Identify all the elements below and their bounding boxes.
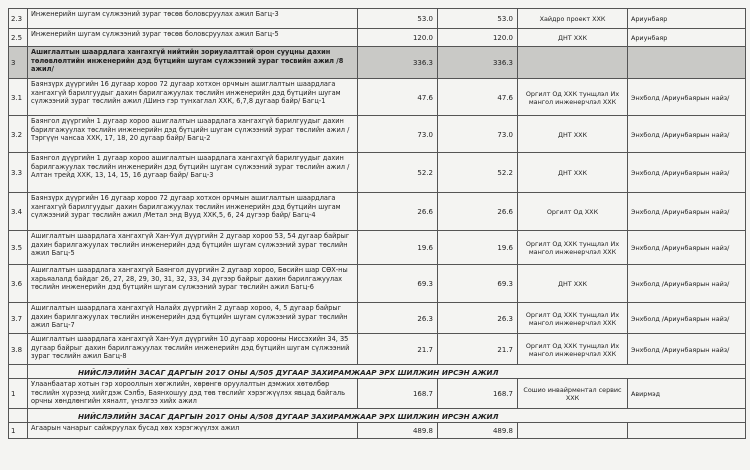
contractor-name: ДНТ ХХК (557, 169, 588, 177)
row-number-cell (8, 379, 28, 409)
work-name: Баянзүрх дүүргийн 16 дугаар хороо 72 дугаар хотхон орчмын ашиглалтын шаардлага хангахгүй барилгуудыг дахин барилгажуулах төслийн инженерийн дэд бүтцийн шугам сүлжээний зураг төслийн ажил /Метал энд Вууд ХХК,5, 6, 24 дүгээр байр/ Багц-4 (31, 194, 341, 220)
row-number-cell (8, 423, 28, 439)
amount-cell (358, 303, 438, 334)
responsible-name: Энхболд /Ариунбаярын найз/ (631, 169, 730, 177)
table-row (8, 378, 746, 409)
table-row (8, 78, 746, 116)
contractor-name: Сошио инвайрментал сервис ХХК (523, 386, 622, 402)
amount-value: 52.2 (417, 169, 433, 177)
table-row (8, 192, 746, 231)
work-name-cell (28, 153, 358, 193)
contractor-name: ДНТ ХХК (557, 130, 588, 139)
work-name-cell (28, 379, 358, 409)
row-number: 3.4 (11, 208, 23, 216)
responsible-cell (628, 9, 746, 29)
row-number: 3.3 (11, 169, 23, 177)
amount-cell (358, 47, 438, 79)
work-name-cell (28, 79, 358, 116)
responsible-name: Ариунбаяр (631, 34, 668, 42)
work-name: Ашиглалтын шаардлага хангахгүй нийтийн зориулалттай орон сууцны дахин төлөвлөлтийн инженерийн дэд бүтцийн шугам сүлжээний зураг төсвийн ажил /8 ажил/ (31, 48, 344, 74)
contractor-cell (518, 303, 628, 334)
amount-value: 489.8 (492, 427, 513, 435)
amount-value: 21.7 (497, 345, 513, 354)
amount-cell (438, 231, 518, 265)
amount-value: 26.6 (417, 208, 433, 216)
amount-value: 73.0 (417, 130, 433, 139)
contractor-cell (518, 29, 628, 47)
section-heading: НИЙСЛЭЛИЙН ЗАСАГ ДАРГЫН 2017 ОНЫ А/508 ДУГААР ЗАХИРАМЖААР ЭРХ ШИЛЖИН ИРСЭН АЖИЛ (28, 409, 746, 423)
table-row (8, 8, 746, 29)
amount-value: 168.7 (492, 390, 513, 398)
work-name-cell (28, 334, 358, 365)
amount-cell (438, 379, 518, 409)
section-heading: НИЙСЛЭЛИЙН ЗАСАГ ДАРГЫН 2017 ОНЫ А/505 ДУГААР ЗАХИРАМЖААР ЭРХ ШИЛЖИН ИРСЭН АЖИЛ (28, 365, 746, 379)
work-name: Агаарын чанарыг сайжруулах бусад хөх хэрэгжүүлэх ажил (31, 424, 240, 432)
table-row (8, 264, 746, 303)
contractor-cell (518, 9, 628, 29)
amount-value: 69.3 (417, 280, 433, 288)
row-number-cell (8, 409, 28, 423)
amount-cell (438, 47, 518, 79)
table-row (8, 302, 746, 334)
work-name: Инженерийн шугам сүлжээний зураг төсөв боловсруулах ажил Багц-5 (31, 30, 279, 38)
contractor-name: ДНТ ХХК (557, 280, 588, 288)
responsible-cell (628, 231, 746, 265)
row-number-cell (8, 116, 28, 153)
contractor-cell (518, 423, 628, 439)
amount-value: 52.2 (497, 169, 513, 177)
row-number-cell (8, 79, 28, 116)
contractor-cell (518, 379, 628, 409)
row-number-cell (8, 47, 28, 79)
responsible-name (628, 47, 745, 79)
work-name-cell (28, 265, 358, 303)
responsible-cell (628, 47, 746, 79)
contractor-name: Оргилт Од ХХК тунщлэл Их мангол инженерчлэл ХХК (525, 341, 620, 358)
amount-value: 26.6 (497, 208, 513, 216)
responsible-cell (628, 116, 746, 153)
amount-value: 69.3 (497, 280, 513, 288)
work-name: Ашиглалтын шаардлага хангахгүй Налайх дүүргийн 2 дугаар хороо, 4, 5 дугаар байрыг дахин барилгажуулах төслийн инженерийн дэд бүтцийн шугам сүлжээний зураг төслийн ажил Багц-7 (31, 304, 348, 330)
amount-value: 26.3 (497, 314, 513, 323)
row-number-cell (8, 9, 28, 29)
responsible-name (628, 423, 745, 439)
responsible-cell (628, 303, 746, 334)
row-number: 3.6 (11, 280, 23, 288)
contractor-cell (518, 265, 628, 303)
contractor-name (518, 47, 627, 79)
contractor-cell (518, 116, 628, 153)
work-name: Баянзүрх дүүргийн 16 дугаар хороо 72 дугаар хотхон орчмын ашиглалтын шаардлага хангахгүй барилгуудыг дахин барилгажуулах төслийн инженерийн дэд бүтцийн шугам сүлжээний зураг төслийн ажил /Шинэ гэр тунхаглал ХХК, 6,7,8 дугаар байр/ Багц-1 (31, 80, 341, 106)
row-number: 3 (11, 59, 16, 67)
contractor-cell (518, 79, 628, 116)
table-row (8, 115, 746, 153)
amount-cell (438, 334, 518, 365)
row-number: 3.7 (11, 314, 23, 323)
amount-value: 47.6 (417, 93, 433, 102)
amount-cell (358, 231, 438, 265)
contractor-name: ДНТ ХХК (557, 34, 588, 42)
amount-value: 336.3 (492, 59, 513, 67)
amount-value: 53.0 (497, 15, 513, 23)
work-name-cell (28, 231, 358, 265)
contractor-name (518, 423, 627, 439)
row-number: 2.5 (11, 34, 23, 42)
work-name: Ашиглалтын шаардлага хангахгүй Хан-Уул дүүргийн 10 дугаар хорооны Ниссэхийн 34, 35 дугаар байрыг дахин барилгажуулах төслийн инженерийн дэд бүтцийн шугам сүлжээний зураг төслийн ажил Багц-8 (31, 335, 350, 361)
responsible-name: Авирмэд (631, 390, 661, 398)
amount-value: 120.0 (412, 34, 433, 42)
work-name: Ашиглалтын шаардлага хангахгүй Хан-Уул дүүргийн 2 дугаар хороо 53, 54 дугаар байрыг дахин барилгажуулах төслийн инженерийн дэд бүтцийн шугам сүлжээний зураг төслийн ажил Багц-5 (31, 232, 350, 258)
work-name-cell (28, 193, 358, 231)
responsible-cell (628, 79, 746, 116)
row-number: 3.2 (11, 130, 23, 139)
amount-value: 19.6 (497, 244, 513, 252)
amount-cell (358, 379, 438, 409)
section-row (8, 408, 746, 423)
work-name: Улаанбаатар хотын гэр хорооллын хөгжлийн, хөрөнгө оруулалтын дэмжих хөтөлбөр төслийн хүрээнд хийгдэж Сэлбэ, Баянхошуу дэд төв төслийг хэрэгжүүлэх явцад байгаль орчны хөндлөнгийн хяналт, үнэлгээ хийх ажил (31, 380, 345, 406)
row-number-cell (8, 193, 28, 231)
work-name-cell (28, 303, 358, 334)
responsible-name: Энхболд /Ариунбаярын найз/ (631, 244, 730, 252)
responsible-cell (628, 423, 746, 439)
work-name-cell (28, 29, 358, 47)
work-name: Баянгол дүүргийн 1 дугаар хороо ашиглалтын шаардлага хангахгүй барилгуудыг дахин барилгажуулах төслийн инженерийн дэд бүтцийн шугам сүлжээний зураг төслийн ажил /Алтан трейд ХХК, 13, 14, 15, 16 дугаар байр/ Багц-3 (31, 154, 350, 180)
amount-cell (438, 265, 518, 303)
responsible-name: Ариунбаяр (631, 15, 668, 23)
row-number-cell (8, 365, 28, 379)
contractor-cell (518, 193, 628, 231)
responsible-name: Энхболд /Ариунбаярын найз/ (631, 93, 730, 102)
row-number-cell (8, 303, 28, 334)
row-number: 3.8 (11, 345, 23, 354)
amount-value: 489.8 (412, 427, 433, 435)
contractor-name: Оргилт Од ХХК тунщлэл Их мангол инженерчлэл ХХК (525, 89, 620, 106)
amount-value: 120.0 (492, 34, 513, 42)
work-name: Ашиглалтын шаардлага хангахгүй Баянгол дүүргийн 2 дугаар хороо, Бөсийн шар СӨХ-ны харьяалалд байдаг 26, 27, 28, 29, 30, 31, 32, 33, 34 дүгээр байрыг дахин барилгажуулах төслийн инженерийн дэд бүтцийн шугам сүлжээний зураг төслийн ажил Багц-6 (31, 266, 348, 292)
responsible-name: Энхболд /Ариунбаярын найз/ (631, 280, 730, 288)
contractor-cell (518, 231, 628, 265)
amount-value: 26.3 (417, 314, 433, 323)
row-number: 3.1 (11, 93, 23, 102)
contractor-cell (518, 153, 628, 193)
responsible-cell (628, 29, 746, 47)
amount-cell (358, 79, 438, 116)
row-number-cell (8, 334, 28, 365)
contractor-cell (518, 47, 628, 79)
work-name: Инженерийн шугам сүлжээний зураг төсөв боловсруулах ажил Багц-3 (31, 10, 279, 18)
work-name-cell (28, 116, 358, 153)
amount-cell (358, 9, 438, 29)
responsible-cell (628, 265, 746, 303)
amount-value: 21.7 (417, 345, 433, 354)
amount-cell (358, 193, 438, 231)
amount-value: 73.0 (497, 130, 513, 139)
amount-cell (438, 423, 518, 439)
responsible-name: Энхболд /Ариунбаярын найз/ (631, 314, 730, 323)
responsible-name: Энхболд /Ариунбаярын найз/ (631, 208, 730, 216)
amount-cell (358, 334, 438, 365)
section-row (8, 364, 746, 379)
row-number-cell (8, 265, 28, 303)
row-number: 3.5 (11, 244, 23, 252)
row-number-cell (8, 153, 28, 193)
responsible-cell (628, 193, 746, 231)
amount-cell (438, 153, 518, 193)
responsible-cell (628, 379, 746, 409)
amount-cell (358, 153, 438, 193)
row-number: 1 (11, 427, 16, 435)
table-row (8, 28, 746, 47)
responsible-name: Энхболд /Ариунбаярын найз/ (631, 130, 730, 139)
contractor-name: Оргилт Од ХХК тунщлэл Их мангол инженерчлэл ХХК (525, 310, 620, 327)
responsible-cell (628, 153, 746, 193)
amount-cell (438, 79, 518, 116)
work-name-cell (28, 423, 358, 439)
amount-cell (438, 116, 518, 153)
contractor-name: Хайдро проект ХХК (539, 15, 606, 23)
contractor-name: Оргилт Од ХХК (546, 208, 599, 216)
table-bottom-border (8, 438, 746, 439)
amount-cell (438, 29, 518, 47)
table-row (8, 422, 746, 439)
amount-cell (438, 9, 518, 29)
row-number-cell (8, 29, 28, 47)
contractor-cell (518, 334, 628, 365)
contractor-name: Оргилт Од ХХК тунщлэл Их мангол инженерчлэл ХХК (525, 240, 620, 256)
table-row (8, 152, 746, 193)
table-row (8, 333, 746, 365)
amount-value: 19.6 (417, 244, 433, 252)
amount-cell (358, 423, 438, 439)
table-row (8, 46, 746, 79)
row-number: 2.3 (11, 15, 23, 23)
work-name-cell (28, 47, 358, 79)
row-number-cell (8, 231, 28, 265)
amount-cell (358, 29, 438, 47)
amount-value: 336.3 (412, 59, 433, 67)
amount-value: 47.6 (497, 93, 513, 102)
amount-cell (358, 116, 438, 153)
amount-cell (438, 303, 518, 334)
responsible-cell (628, 334, 746, 365)
table-row (8, 230, 746, 265)
amount-cell (438, 193, 518, 231)
amount-cell (358, 265, 438, 303)
work-name: Баянгол дүүргийн 1 дугаар хороо ашиглалтын шаардлага хангахгүй барилгуудыг дахин барилгажуулах төслийн инженерийн дэд бүтцийн шугам сүлжээний зураг төслийн ажил /Тэргүүн чансаа ХХК, 17, 18, 20 дугаар байр/ Багц-2 (31, 117, 350, 143)
amount-value: 168.7 (412, 390, 433, 398)
row-number: 1 (11, 390, 16, 398)
amount-value: 53.0 (417, 15, 433, 23)
responsible-name: Энхболд /Ариунбаярын найз/ (631, 345, 730, 354)
work-name-cell (28, 9, 358, 29)
